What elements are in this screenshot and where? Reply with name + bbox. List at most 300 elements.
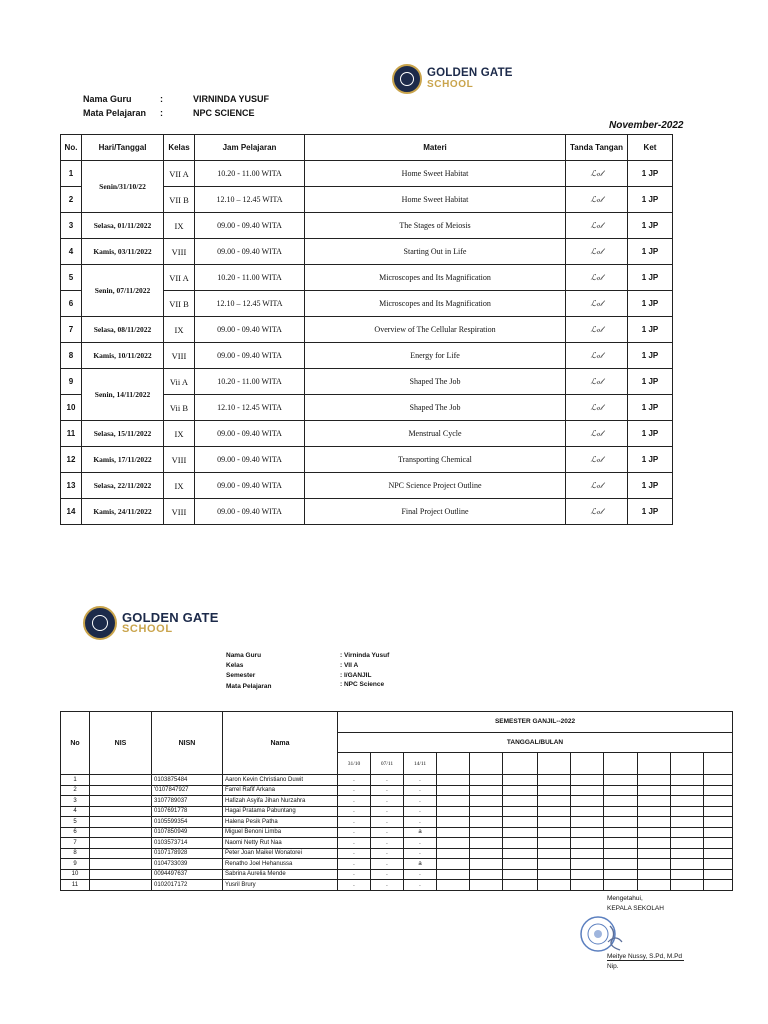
attendance-mark: . xyxy=(338,806,371,817)
attendance-empty xyxy=(638,859,671,870)
row-signature: ℒℴ𝓁 xyxy=(566,213,628,239)
attendance-empty xyxy=(704,775,733,786)
row-jam: 09.00 - 09.40 WITA xyxy=(195,317,305,343)
attendance-empty xyxy=(437,859,470,870)
attendance-empty xyxy=(538,775,571,786)
student-name: Aaron Kevin Christiano Duwit xyxy=(223,775,338,786)
table-row xyxy=(61,880,733,891)
attendance-empty xyxy=(470,817,503,828)
attendance-empty xyxy=(671,785,704,796)
table-row xyxy=(61,827,733,838)
student-nisn: 0107850949 xyxy=(152,827,223,838)
empty-date-header xyxy=(571,753,604,775)
row-kelas: VIII xyxy=(164,343,195,369)
attendance-empty xyxy=(437,869,470,880)
journal-row xyxy=(61,369,673,395)
row-jam: 09.00 - 09.40 WITA xyxy=(195,343,305,369)
attendance-empty xyxy=(538,817,571,828)
attendance-mark: . xyxy=(404,880,437,891)
attendance-empty xyxy=(704,827,733,838)
row-signature: ℒℴ𝓁 xyxy=(566,317,628,343)
attendance-empty xyxy=(503,869,538,880)
row-jam: 09.00 - 09.40 WITA xyxy=(195,499,305,525)
attendance-empty xyxy=(503,880,538,891)
attendance-empty xyxy=(437,796,470,807)
attendance-empty xyxy=(704,838,733,849)
attendance-empty xyxy=(671,859,704,870)
row-signature: ℒℴ𝓁 xyxy=(566,499,628,525)
student-name: Farrel Rafif Arkana xyxy=(223,785,338,796)
logo-subtitle: SCHOOL xyxy=(122,623,173,635)
teacher-name-label: Nama Guru xyxy=(83,94,132,104)
attendance-empty xyxy=(538,848,571,859)
attendance-empty xyxy=(571,775,604,786)
student-nisn: 0107178928 xyxy=(152,848,223,859)
row-materi: Home Sweet Habitat xyxy=(305,187,566,213)
attendance-empty xyxy=(638,775,671,786)
attendance-empty xyxy=(571,827,604,838)
attendance-empty xyxy=(538,859,571,870)
attendance-empty xyxy=(470,859,503,870)
attendance-mark: . xyxy=(338,827,371,838)
student-nis xyxy=(90,880,152,891)
attendance-empty xyxy=(638,848,671,859)
row-ket: 1 JP xyxy=(628,369,673,395)
student-no: 8 xyxy=(61,848,90,859)
student-name: Peter Joan Maikel Wonatorei xyxy=(223,848,338,859)
col-nisn: NISN xyxy=(152,712,223,775)
row-ket: 1 JP xyxy=(628,447,673,473)
row-no: 3 xyxy=(61,213,82,239)
attendance-empty xyxy=(503,785,538,796)
attendance-table xyxy=(60,711,733,891)
row-no: 7 xyxy=(61,317,82,343)
attendance-empty xyxy=(638,817,671,828)
principal-nip: Nip. xyxy=(607,963,619,970)
row-materi: Shaped The Job xyxy=(305,395,566,421)
attendance-empty xyxy=(671,869,704,880)
row-jam: 10.20 - 11.00 WITA xyxy=(195,161,305,187)
attendance-empty xyxy=(437,817,470,828)
attendance-mark: . xyxy=(371,859,404,870)
attendance-empty xyxy=(470,848,503,859)
row-hari-tanggal: Selasa, 01/11/2022 xyxy=(82,213,164,239)
col-materi: Materi xyxy=(305,135,566,161)
attendance-empty xyxy=(704,817,733,828)
attendance-empty xyxy=(604,796,638,807)
attendance-empty xyxy=(671,806,704,817)
kepala-sekolah-label: KEPALA SEKOLAH xyxy=(607,905,664,912)
student-nisn: '0107847927 xyxy=(152,785,223,796)
col-no: No xyxy=(61,712,90,775)
row-materi: Shaped The Job xyxy=(305,369,566,395)
attendance-empty xyxy=(671,827,704,838)
student-nisn: 0107691778 xyxy=(152,806,223,817)
row-kelas: VIII xyxy=(164,499,195,525)
class-value: : VII A xyxy=(340,662,359,669)
journal-row xyxy=(61,499,673,525)
table-row xyxy=(61,806,733,817)
teacher-name-colon: : xyxy=(160,94,163,104)
empty-date-header xyxy=(604,753,638,775)
table-row xyxy=(61,859,733,870)
attendance-empty xyxy=(538,827,571,838)
attendance-empty xyxy=(470,880,503,891)
row-jam: 12.10 - 12.45 WITA xyxy=(195,395,305,421)
row-ket: 1 JP xyxy=(628,421,673,447)
col-tanda-tangan: Tanda Tangan xyxy=(566,135,628,161)
attendance-empty xyxy=(437,775,470,786)
row-hari-tanggal: Kamis, 17/11/2022 xyxy=(82,447,164,473)
empty-date-header xyxy=(638,753,671,775)
attendance-empty xyxy=(538,869,571,880)
attendance-empty xyxy=(604,880,638,891)
student-nis xyxy=(90,838,152,849)
row-kelas: VIII xyxy=(164,447,195,473)
empty-date-header xyxy=(704,753,733,775)
row-no: 4 xyxy=(61,239,82,265)
student-nis xyxy=(90,796,152,807)
col-kelas: Kelas xyxy=(164,135,195,161)
attendance-mark: . xyxy=(404,848,437,859)
student-nisn: 0105599354 xyxy=(152,817,223,828)
attendance-empty xyxy=(503,848,538,859)
attendance-empty xyxy=(638,838,671,849)
attendance-empty xyxy=(571,838,604,849)
attendance-empty xyxy=(704,796,733,807)
class-subject-value: : NPC Science xyxy=(340,681,385,688)
row-jam: 09.00 - 09.40 WITA xyxy=(195,447,305,473)
row-signature: ℒℴ𝓁 xyxy=(566,239,628,265)
attendance-mark: . xyxy=(338,838,371,849)
attendance-mark: . xyxy=(338,859,371,870)
attendance-mark: . xyxy=(338,785,371,796)
attendance-empty xyxy=(571,848,604,859)
attendance-header-row-1 xyxy=(61,712,733,733)
date-header: 31/10 xyxy=(338,753,371,775)
attendance-empty xyxy=(538,880,571,891)
student-name: Hafizah Asyifa Jihan Nurzahra xyxy=(223,796,338,807)
attendance-empty xyxy=(437,880,470,891)
teaching-journal-table xyxy=(60,134,673,525)
attendance-empty xyxy=(671,880,704,891)
col-ket: Ket xyxy=(628,135,673,161)
attendance-mark: a xyxy=(404,859,437,870)
empty-date-header xyxy=(470,753,503,775)
row-no: 14 xyxy=(61,499,82,525)
row-ket: 1 JP xyxy=(628,343,673,369)
attendance-empty xyxy=(470,785,503,796)
attendance-empty xyxy=(704,848,733,859)
student-nis xyxy=(90,775,152,786)
attendance-mark: . xyxy=(371,827,404,838)
row-signature: ℒℴ𝓁 xyxy=(566,421,628,447)
student-no: 1 xyxy=(61,775,90,786)
student-nisn: 3107789037 xyxy=(152,796,223,807)
row-no: 6 xyxy=(61,291,82,317)
student-name: Sabrina Aurelia Mende xyxy=(223,869,338,880)
col-hari-tanggal: Hari/Tanggal xyxy=(82,135,164,161)
attendance-empty xyxy=(538,806,571,817)
student-nis xyxy=(90,817,152,828)
attendance-mark: . xyxy=(404,817,437,828)
journal-header-row xyxy=(61,135,673,161)
row-signature: ℒℴ𝓁 xyxy=(566,291,628,317)
row-hari-tanggal: Senin, 07/11/2022 xyxy=(82,265,164,317)
row-hari-tanggal: Selasa, 15/11/2022 xyxy=(82,421,164,447)
student-no: 9 xyxy=(61,859,90,870)
student-nisn: 0094497637 xyxy=(152,869,223,880)
row-ket: 1 JP xyxy=(628,239,673,265)
tanggal-bulan-header: TANGGAL/BULAN xyxy=(338,732,733,753)
attendance-empty xyxy=(571,817,604,828)
attendance-empty xyxy=(503,859,538,870)
row-hari-tanggal: Kamis, 10/11/2022 xyxy=(82,343,164,369)
logo-title: GOLDEN GATE xyxy=(122,610,219,625)
journal-row xyxy=(61,421,673,447)
subject-value: NPC SCIENCE xyxy=(193,108,255,118)
row-hari-tanggal: Kamis, 24/11/2022 xyxy=(82,499,164,525)
attendance-empty xyxy=(604,827,638,838)
attendance-empty xyxy=(503,838,538,849)
attendance-mark: . xyxy=(404,869,437,880)
student-no: 11 xyxy=(61,880,90,891)
col-nis: NIS xyxy=(90,712,152,775)
student-nis xyxy=(90,785,152,796)
attendance-empty xyxy=(571,796,604,807)
attendance-mark: . xyxy=(338,817,371,828)
row-ket: 1 JP xyxy=(628,395,673,421)
row-kelas: Vii B xyxy=(164,395,195,421)
empty-date-header xyxy=(671,753,704,775)
student-no: 5 xyxy=(61,817,90,828)
student-nis xyxy=(90,869,152,880)
attendance-empty xyxy=(470,869,503,880)
row-materi: The Stages of Meiosis xyxy=(305,213,566,239)
semester-header: SEMESTER GANJIL--2022 xyxy=(338,712,733,733)
row-jam: 12.10 – 12.45 WITA xyxy=(195,291,305,317)
journal-row xyxy=(61,213,673,239)
table-row xyxy=(61,817,733,828)
col-no: No. xyxy=(61,135,82,161)
attendance-mark: . xyxy=(338,796,371,807)
attendance-mark: . xyxy=(404,785,437,796)
row-hari-tanggal: Senin, 14/11/2022 xyxy=(82,369,164,421)
student-no: 3 xyxy=(61,796,90,807)
school-seal-icon xyxy=(83,606,117,640)
student-name: Hagai Pratama Pabuntang xyxy=(223,806,338,817)
row-kelas: VII A xyxy=(164,265,195,291)
row-ket: 1 JP xyxy=(628,499,673,525)
row-ket: 1 JP xyxy=(628,213,673,239)
student-nisn: 0103875484 xyxy=(152,775,223,786)
row-signature: ℒℴ𝓁 xyxy=(566,265,628,291)
row-signature: ℒℴ𝓁 xyxy=(566,369,628,395)
subject-label: Mata Pelajaran xyxy=(83,108,147,118)
attendance-empty xyxy=(704,806,733,817)
row-kelas: IX xyxy=(164,317,195,343)
row-no: 13 xyxy=(61,473,82,499)
student-no: 2 xyxy=(61,785,90,796)
school-logo-top xyxy=(392,64,513,94)
attendance-empty xyxy=(638,806,671,817)
row-no: 1 xyxy=(61,161,82,187)
journal-row xyxy=(61,265,673,291)
student-no: 7 xyxy=(61,838,90,849)
date-header: 07/11 xyxy=(371,753,404,775)
row-no: 10 xyxy=(61,395,82,421)
attendance-empty xyxy=(571,785,604,796)
student-no: 6 xyxy=(61,827,90,838)
student-nisn: 0103573714 xyxy=(152,838,223,849)
attendance-empty xyxy=(604,859,638,870)
row-materi: Microscopes and Its Magnification xyxy=(305,291,566,317)
attendance-empty xyxy=(638,785,671,796)
attendance-empty xyxy=(604,785,638,796)
attendance-mark: . xyxy=(371,775,404,786)
mengetahui-label: Mengetahui, xyxy=(607,895,643,902)
attendance-empty xyxy=(671,796,704,807)
journal-row xyxy=(61,161,673,187)
attendance-empty xyxy=(538,785,571,796)
row-jam: 09.00 - 09.40 WITA xyxy=(195,239,305,265)
attendance-mark: . xyxy=(371,869,404,880)
row-ket: 1 JP xyxy=(628,317,673,343)
attendance-mark: . xyxy=(338,880,371,891)
row-no: 12 xyxy=(61,447,82,473)
attendance-empty xyxy=(538,796,571,807)
attendance-empty xyxy=(604,817,638,828)
row-materi: Final Project Outline xyxy=(305,499,566,525)
logo-subtitle: SCHOOL xyxy=(427,78,474,90)
student-nis xyxy=(90,806,152,817)
table-row xyxy=(61,775,733,786)
empty-date-header xyxy=(437,753,470,775)
month-label: November-2022 xyxy=(609,120,684,131)
attendance-empty xyxy=(671,848,704,859)
row-no: 11 xyxy=(61,421,82,447)
col-jam-pelajaran: Jam Pelajaran xyxy=(195,135,305,161)
semester-value: : I/GANJIL xyxy=(340,672,372,679)
student-nis xyxy=(90,859,152,870)
attendance-mark: . xyxy=(371,880,404,891)
row-jam: 12.10 – 12.45 WITA xyxy=(195,187,305,213)
row-jam: 09.00 - 09.40 WITA xyxy=(195,421,305,447)
student-name: Halena Pesik Patha xyxy=(223,817,338,828)
attendance-empty xyxy=(671,838,704,849)
attendance-empty xyxy=(437,785,470,796)
attendance-empty xyxy=(503,796,538,807)
class-subject-label: Mata Pelajaran xyxy=(226,683,272,690)
attendance-empty xyxy=(470,775,503,786)
logo-title: GOLDEN GATE xyxy=(427,67,513,80)
attendance-empty xyxy=(704,880,733,891)
attendance-mark: . xyxy=(371,796,404,807)
row-ket: 1 JP xyxy=(628,265,673,291)
row-signature: ℒℴ𝓁 xyxy=(566,343,628,369)
row-signature: ℒℴ𝓁 xyxy=(566,187,628,213)
empty-date-header xyxy=(503,753,538,775)
row-ket: 1 JP xyxy=(628,161,673,187)
row-kelas: IX xyxy=(164,421,195,447)
attendance-empty xyxy=(571,859,604,870)
date-header: 14/11 xyxy=(404,753,437,775)
row-jam: 10.20 - 11.00 WITA xyxy=(195,265,305,291)
row-jam: 09.00 - 09.40 WITA xyxy=(195,213,305,239)
attendance-empty xyxy=(604,838,638,849)
class-teacher-value: : Virninda Yusuf xyxy=(340,652,390,659)
journal-row xyxy=(61,239,673,265)
row-hari-tanggal: Senin/31/10/22 xyxy=(82,161,164,213)
row-kelas: IX xyxy=(164,213,195,239)
attendance-empty xyxy=(638,796,671,807)
student-nisn: 0104733039 xyxy=(152,859,223,870)
row-materi: Overview of The Cellular Respiration xyxy=(305,317,566,343)
attendance-empty xyxy=(704,859,733,870)
row-materi: Energy for Life xyxy=(305,343,566,369)
teacher-name-value: VIRNINDA YUSUF xyxy=(193,94,270,104)
row-kelas: VII B xyxy=(164,291,195,317)
table-row xyxy=(61,869,733,880)
student-no: 4 xyxy=(61,806,90,817)
attendance-empty xyxy=(571,806,604,817)
row-signature: ℒℴ𝓁 xyxy=(566,447,628,473)
student-nis xyxy=(90,827,152,838)
row-kelas: VII B xyxy=(164,187,195,213)
attendance-empty xyxy=(638,880,671,891)
table-row xyxy=(61,785,733,796)
attendance-empty xyxy=(470,827,503,838)
row-materi: Starting Out in Life xyxy=(305,239,566,265)
row-materi: NPC Science Project Outline xyxy=(305,473,566,499)
journal-row xyxy=(61,317,673,343)
attendance-empty xyxy=(571,869,604,880)
row-signature: ℒℴ𝓁 xyxy=(566,161,628,187)
attendance-empty xyxy=(470,838,503,849)
attendance-empty xyxy=(437,838,470,849)
row-no: 8 xyxy=(61,343,82,369)
row-kelas: Vii A xyxy=(164,369,195,395)
attendance-mark: . xyxy=(404,796,437,807)
attendance-empty xyxy=(503,775,538,786)
subject-colon: : xyxy=(160,108,163,118)
row-signature: ℒℴ𝓁 xyxy=(566,473,628,499)
student-nis xyxy=(90,848,152,859)
empty-date-header xyxy=(538,753,571,775)
row-ket: 1 JP xyxy=(628,473,673,499)
col-nama: Nama xyxy=(223,712,338,775)
attendance-empty xyxy=(503,827,538,838)
attendance-empty xyxy=(604,775,638,786)
row-materi: Microscopes and Its Magnification xyxy=(305,265,566,291)
attendance-empty xyxy=(437,806,470,817)
attendance-empty xyxy=(571,880,604,891)
attendance-empty xyxy=(638,827,671,838)
attendance-empty xyxy=(604,848,638,859)
attendance-empty xyxy=(604,869,638,880)
attendance-mark: . xyxy=(371,838,404,849)
principal-stamp xyxy=(578,914,628,954)
attendance-mark: . xyxy=(371,817,404,828)
row-no: 9 xyxy=(61,369,82,395)
row-signature: ℒℴ𝓁 xyxy=(566,395,628,421)
attendance-empty xyxy=(538,838,571,849)
row-materi: Menstrual Cycle xyxy=(305,421,566,447)
journal-row xyxy=(61,473,673,499)
principal-name: Meitye Nussy, S.Pd, M.Pd xyxy=(607,953,683,960)
row-hari-tanggal: Selasa, 08/11/2022 xyxy=(82,317,164,343)
row-materi: Home Sweet Habitat xyxy=(305,161,566,187)
